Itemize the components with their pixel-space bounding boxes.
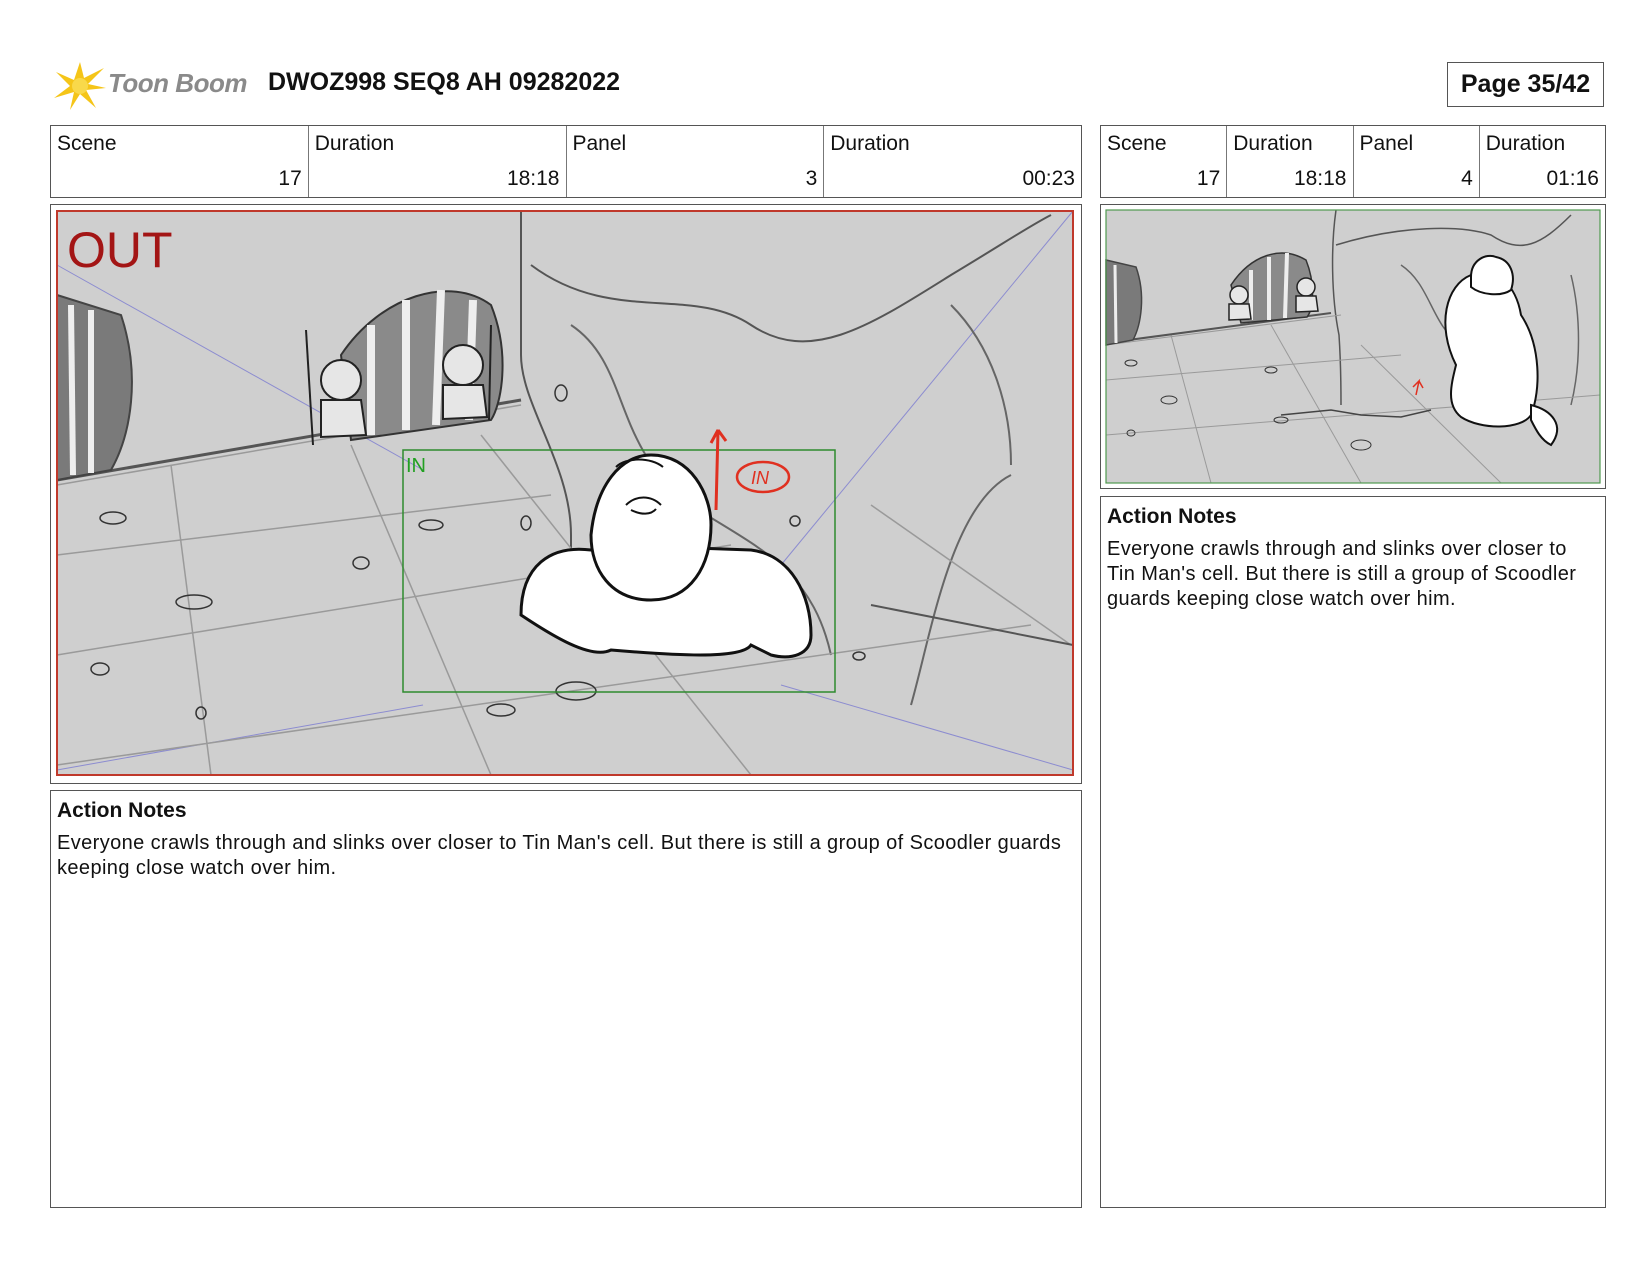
- panel-duration-cell: [823, 126, 1081, 197]
- scene-value: 17: [278, 167, 302, 190]
- panel-cell: [1353, 126, 1479, 197]
- panel-4-action-notes: [1100, 496, 1606, 1208]
- panel-duration-cell: [1479, 126, 1605, 197]
- scene-label: Scene: [1107, 132, 1167, 155]
- logo-text: Toon Boom: [108, 68, 247, 98]
- panel-4-info-bar: [1100, 125, 1606, 198]
- action-notes-text: Everyone crawls through and slinks over closer to Tin Man's cell. But there is still a group of Scoodler guards keeping close watch over him.: [57, 832, 1062, 879]
- panel-3-info-bar: [50, 125, 1082, 198]
- out-label: OUT: [67, 222, 173, 278]
- scene-duration-cell: [1226, 126, 1352, 197]
- circled-in-label: IN: [751, 468, 769, 488]
- scene-cell: [1101, 126, 1226, 197]
- action-notes-title: Action Notes: [1107, 505, 1237, 528]
- panel-value: 4: [1461, 167, 1473, 190]
- action-notes-title: Action Notes: [57, 799, 187, 822]
- panel-duration-value: 00:23: [1022, 167, 1075, 190]
- scene-label: Scene: [57, 132, 117, 155]
- document-title: DWOZ998 SEQ8 AH 09282022: [268, 68, 621, 96]
- panel-value: 3: [805, 167, 818, 190]
- scene-duration-label: Duration: [314, 132, 395, 155]
- scene-duration-value: 18:18: [1293, 167, 1347, 190]
- panel-label: Panel: [1359, 132, 1414, 155]
- panel-duration-label: Duration: [830, 132, 910, 155]
- page-number: Page 35/42: [1447, 62, 1604, 107]
- panel-cell: [566, 126, 824, 197]
- toon-boom-logo: [52, 58, 252, 112]
- scene-cell: [51, 126, 308, 197]
- panel-duration-label: Duration: [1485, 132, 1566, 155]
- scene-duration-value: 18:18: [506, 167, 560, 190]
- panel-label: Panel: [572, 132, 627, 155]
- panel-4-sketch: [1101, 205, 1604, 487]
- panel-3-action-notes: [50, 790, 1082, 1208]
- panel-3-frame: [50, 204, 1082, 784]
- panel-3-sketch: [51, 205, 1080, 782]
- in-label: IN: [406, 455, 426, 477]
- scene-duration-label: Duration: [1233, 132, 1313, 155]
- action-notes-text: Everyone crawls through and slinks over closer to Tin Man's cell. But there is still a group of Scoodler guards keeping close watch over him.: [1107, 538, 1577, 610]
- panel-4-frame: [1100, 204, 1606, 489]
- scene-value: 17: [1196, 167, 1221, 190]
- scene-duration-cell: [308, 126, 566, 197]
- panel-duration-value: 01:16: [1546, 167, 1599, 190]
- starburst-icon: [52, 58, 108, 112]
